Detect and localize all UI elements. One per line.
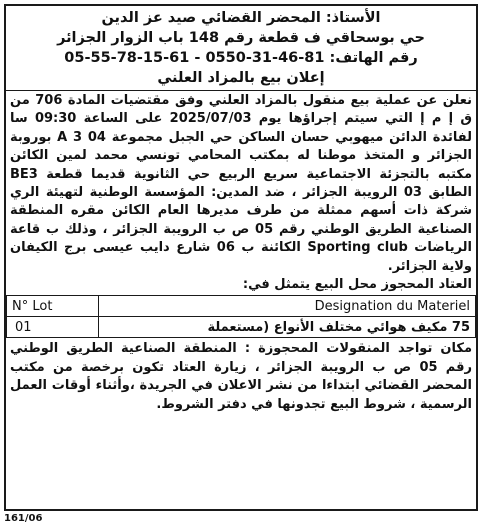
lots-table-header [7, 296, 476, 317]
footer-text: مكان تواجد المنقولات المحجوزة : المنطقة الصناعية الطريق الوطني رقم 05 ص ب الرويبة الجزائر ، زيارة العتاد تكون برخصة من مكتب المحضر القضائي ابتداءا من نشر الاعلان في الجريدة ،وأثناء أوقات العمل الرسمية ، شروط البيع تجدونها في دفتر الشروط. [10, 341, 473, 412]
office-address: حي بوسحاقي ف قطعة رقم 148 باب الزوار الجزائر [57, 30, 425, 46]
designation-cell: 75 مكيف هوائي مختلف الأنواع (مستعملة [99, 317, 476, 338]
notice-text: نعلن عن عملية بيع منقول بالمزاد العلني وفق مقتضيات المادة 706 من ق إ م إ التي سيتم إجراؤها يوم 2025/07/03 على الساعة 09:30 سا لفائدة الدائن ميهوبي حسان الساكن حي الجبل مجموعة 04 A 3 بوروبة الجزائر و المتخذ موطنا له بمكتب المحامي تونسي محمد لمين الكائن مكتبه بالتجزئة الاجتماعية سريع الربيع حي الثانوية قديما قطعة BE3 الطابق 03 الرويبة الجزائر ، ضد المدين: المؤسسة الوطنية لتهيئة الري شركة ذات أسهم ممثلة من طرف مديرها العام الكائن مقره المنطقة الصناعية الطريق الوطني رقم 05 ص ب الرويبة الجزائر ، وذلك ب قاعة الرياضات Sporting club الكائنة ب 06 شارع دايب عيسى برج الكيفان ولاية الجزائر. [10, 93, 473, 274]
lots-table [6, 295, 476, 338]
designation-header: Designation du Materiel [99, 296, 476, 317]
lot-number-cell: 01 [7, 317, 99, 338]
seized-items-intro: العتاد المحجوز محل البيع يتمثل في: [242, 277, 472, 293]
notice-header [6, 6, 476, 88]
bailiff-name: الأستاذ: المحضر القضائي صيد عز الدين [101, 10, 381, 26]
notice-body [6, 91, 476, 294]
notice-title: إعلان بيع بالمزاد العلني [157, 70, 325, 86]
notice-footer [6, 338, 476, 414]
table-row [7, 317, 476, 338]
reference-number: 161/06 [4, 513, 43, 524]
lot-number-header: N° Lot [7, 296, 99, 317]
phone-numbers: رقم الهاتف: 81-46-31-0550 - 61-15-78-55-05 [64, 50, 418, 66]
notice-frame [4, 4, 478, 511]
